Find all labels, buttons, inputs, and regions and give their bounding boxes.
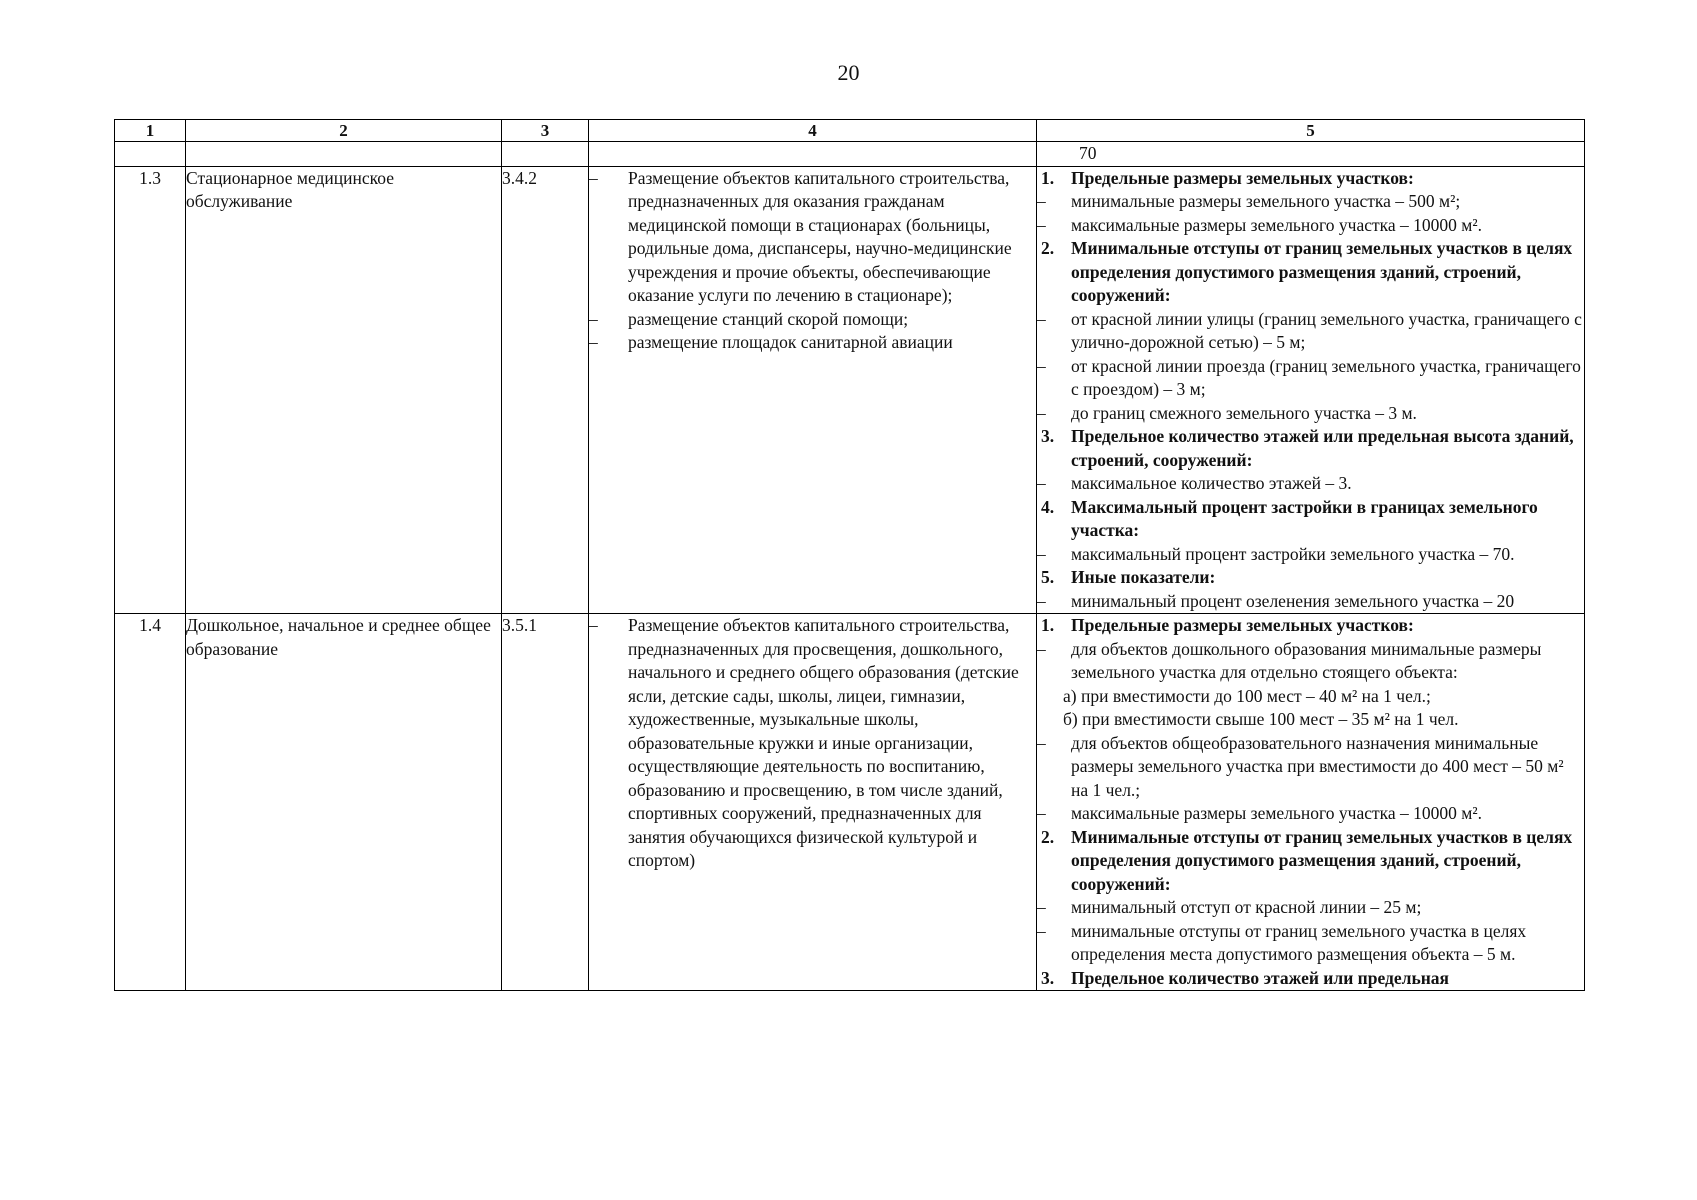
header-row <box>115 120 1585 142</box>
table-row <box>115 166 1585 614</box>
parameter-heading <box>1037 614 1584 638</box>
parameter-number: 4. <box>1041 496 1055 517</box>
description-list <box>589 614 1036 873</box>
column-header: 3 <box>502 120 589 142</box>
parameter-number: 5. <box>1041 567 1055 587</box>
parameter-subvalue: а) при вместимости до 100 мест – 40 м² на 1 чел.; <box>1063 685 1431 706</box>
land-use-code: 3.4.2 <box>502 166 589 614</box>
table-row <box>115 614 1585 991</box>
parameter-heading-text: Иные показатели: <box>1071 567 1216 587</box>
parameter-value: – максимальное количество этажей – 3. <box>1037 472 1584 496</box>
row-number: 1.3 <box>115 166 186 614</box>
description-item: – Размещение объектов капитального строительства, предназначенных для оказания гражданам медицинской помощи в стационарах (больницы, родильные дома, диспансеры, научно-медицинские учреждения и прочие объекты, обеспечивающие оказание услуги по лечению в стационаре); <box>589 167 1036 308</box>
description-item: – размещение станций скорой помощи; <box>589 308 1036 332</box>
parameters-cell <box>1037 614 1585 991</box>
row-number: 1.4 <box>115 614 186 991</box>
parameter-heading-text: Максимальный процент застройки в границах земельного участка: <box>1071 496 1538 540</box>
continuation-text: 70 <box>1037 142 1585 167</box>
parameter-heading-text: Минимальные отступы от границ земельных участков в целях определения допустимого размещения зданий, строений, сооружений: <box>1071 826 1573 894</box>
land-use-name: Дошкольное, начальное и среднее общее образование <box>186 614 502 991</box>
parameter-heading-text: Минимальные отступы от границ земельных участков в целях определения допустимого размещения зданий, строений, сооружений: <box>1071 238 1573 305</box>
parameter-value: – максимальный процент застройки земельного участка – 70. <box>1037 543 1584 567</box>
parameter-number: 3. <box>1041 426 1055 446</box>
parameter-value: – минимальные отступы от границ земельного участка в целях определения места допустимого размещения объекта – 5 м. <box>1037 920 1584 967</box>
parameters-cell <box>1037 166 1585 614</box>
parameter-number: 2. <box>1041 238 1055 258</box>
parameter-number: 1. <box>1041 615 1055 635</box>
parameter-subvalue: б) при вместимости свыше 100 мест – 35 м² на 1 чел. <box>1063 709 1459 729</box>
column-header: 5 <box>1037 120 1585 142</box>
page-number: 20 <box>837 60 860 85</box>
description-list <box>589 167 1036 355</box>
parameter-heading <box>1037 167 1584 191</box>
parameter-value: – для объектов дошкольного образования минимальные размеры земельного участка для отдельно стоящего объекта: <box>1037 638 1584 685</box>
column-header: 1 <box>115 120 186 142</box>
land-use-description <box>589 614 1037 991</box>
land-use-description <box>589 166 1037 614</box>
description-item: – Размещение объектов капитального строительства, предназначенных для просвещения, дошкольного, начального и среднего общего образования (детские ясли, детские сады, школы, лицеи, гимназии, художественные, музыкальные школы, образовательные кружки и иные организации, осуществляющие деятельность по воспитанию, образованию и просвещению, в том числе зданий, спортивных сооружений, предназначенных для занятия обучающихся физической культурой и спортом) <box>589 614 1036 873</box>
parameter-heading <box>1037 237 1584 308</box>
parameter-value: – минимальные размеры земельного участка – 500 м²; <box>1037 190 1584 214</box>
parameter-heading <box>1037 566 1584 590</box>
regulations-table <box>114 119 1585 991</box>
parameter-value: – от красной линии улицы (границ земельного участка, граничащего с улично-дорожной сетью) – 5 м; <box>1037 308 1584 355</box>
parameter-number: 3. <box>1041 967 1055 988</box>
parameter-heading <box>1037 496 1584 543</box>
parameter-value: – для объектов общеобразовательного назначения минимальные размеры земельного участка при вместимости до 400 мест – 50 м² на 1 чел.; <box>1037 732 1584 803</box>
parameter-number: 2. <box>1041 826 1055 847</box>
land-use-name: Стационарное медицинское обслуживание <box>186 166 502 614</box>
parameter-heading-text: Предельное количество этажей или предельная <box>1071 967 1450 988</box>
parameter-heading <box>1037 967 1584 991</box>
column-header: 4 <box>589 120 1037 142</box>
parameter-heading <box>1037 425 1584 472</box>
description-item: – размещение площадок санитарной авиации <box>589 331 1036 355</box>
parameter-heading-text: Предельное количество этажей или предельная высота зданий, строений, сооружений: <box>1071 426 1574 470</box>
parameter-value: – минимальный процент озеленения земельного участка – 20 <box>1037 590 1584 614</box>
parameter-value: – до границ смежного земельного участка – 3 м. <box>1037 402 1584 426</box>
parameter-heading-text: Предельные размеры земельных участков: <box>1071 167 1414 188</box>
parameter-heading-text: Предельные размеры земельных участков: <box>1071 615 1414 635</box>
parameter-number: 1. <box>1041 167 1055 188</box>
land-use-code: 3.5.1 <box>502 614 589 991</box>
parameter-value: – максимальные размеры земельного участка – 10000 м². <box>1037 214 1584 238</box>
continuation-row <box>115 142 1585 167</box>
parameter-value: – максимальные размеры земельного участка – 10000 м². <box>1037 802 1584 826</box>
parameter-value: – от красной линии проезда (границ земельного участка, граничащего с проездом) – 3 м; <box>1037 355 1584 402</box>
column-header: 2 <box>186 120 502 142</box>
parameter-heading <box>1037 826 1584 897</box>
parameter-value: – минимальный отступ от красной линии – 25 м; <box>1037 896 1584 920</box>
